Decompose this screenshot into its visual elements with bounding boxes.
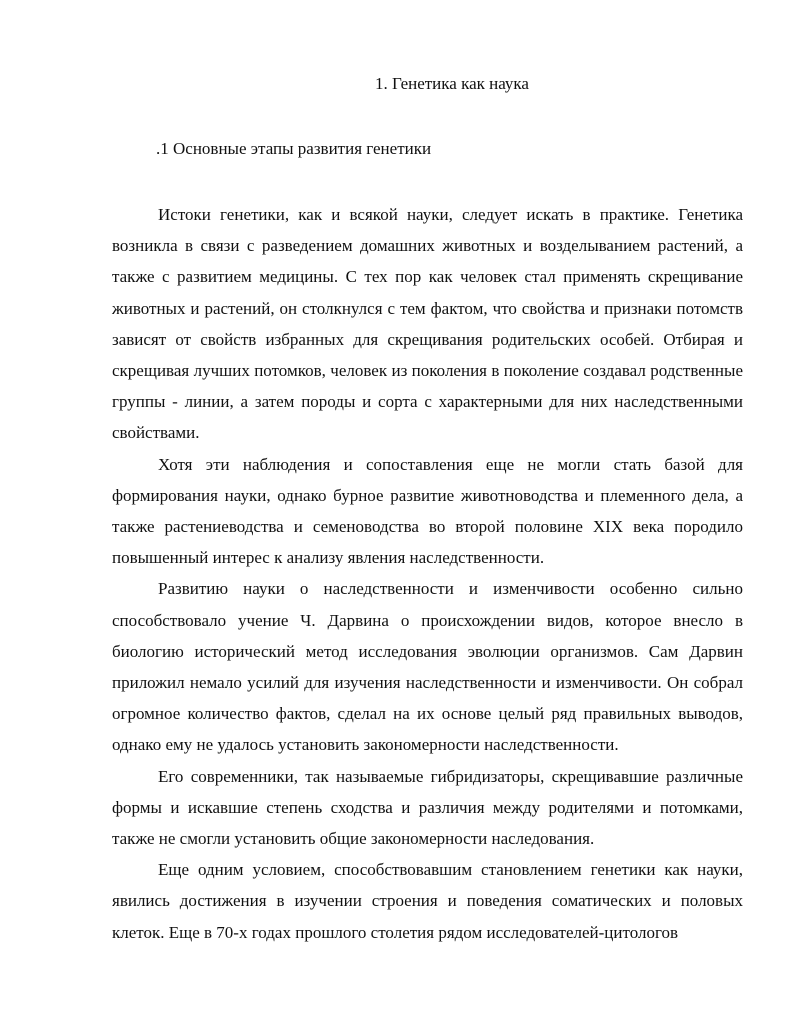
body-text	[112, 199, 743, 948]
section-title: .1 Основные этапы развития генетики	[156, 139, 432, 158]
paragraph: Еще одним условием, способствовавшим становлением генетики как науки, явились достижения в изучении строения и поведения соматических и половых клеток. Еще в 70-х годах прошлого столетия рядом исследователей-цитологов	[112, 860, 743, 942]
chapter-title: 1. Генетика как наука	[375, 74, 529, 93]
paragraph: Его современники, так называемые гибридизаторы, скрещивавшие различные формы и искавшие степень сходства и различия между родителями и потомками, также не смогли установить общие закономерности наследования.	[112, 766, 743, 849]
paragraph: Хотя эти наблюдения и сопоставления еще не могли стать базой для формирования науки, однако бурное развитие животноводства и племенного дела, а также растениеводства и семеноводства во второй половине XIX века породило повышенный интерес к анализу явления наследственности.	[112, 454, 743, 568]
paragraph: Истоки генетики, как и всякой науки, следует искать в практике. Генетика возникла в связи с разведением домашних животных и возделыванием растений, а также с развитием медицины. С тех пор как человек стал применять скрещивание животных и растений, он столкнулся с тем фактом, что свойства и признаки потомств зависят от свойств избранных для скрещивания родительских особей. Отбирая и скрещивая лучших потомков, человек из поколения в поколение создавал родственные группы - линии, а затем породы и сорта с характерными для них наследственными свойствами.	[112, 205, 743, 443]
paragraph: Развитию науки о наследственности и изменчивости особенно сильно способствовало учение Ч. Дарвина о происхождении видов, которое внесло в биологию исторический метод исследования эволюции организмов. Сам Дарвин приложил немало усилий для изучения наследственности и изменчивости. Он собрал огромное количество фактов, сделал на их основе целый ряд правильных выводов, однако ему не удалось установить закономерности наследственности.	[112, 579, 743, 755]
